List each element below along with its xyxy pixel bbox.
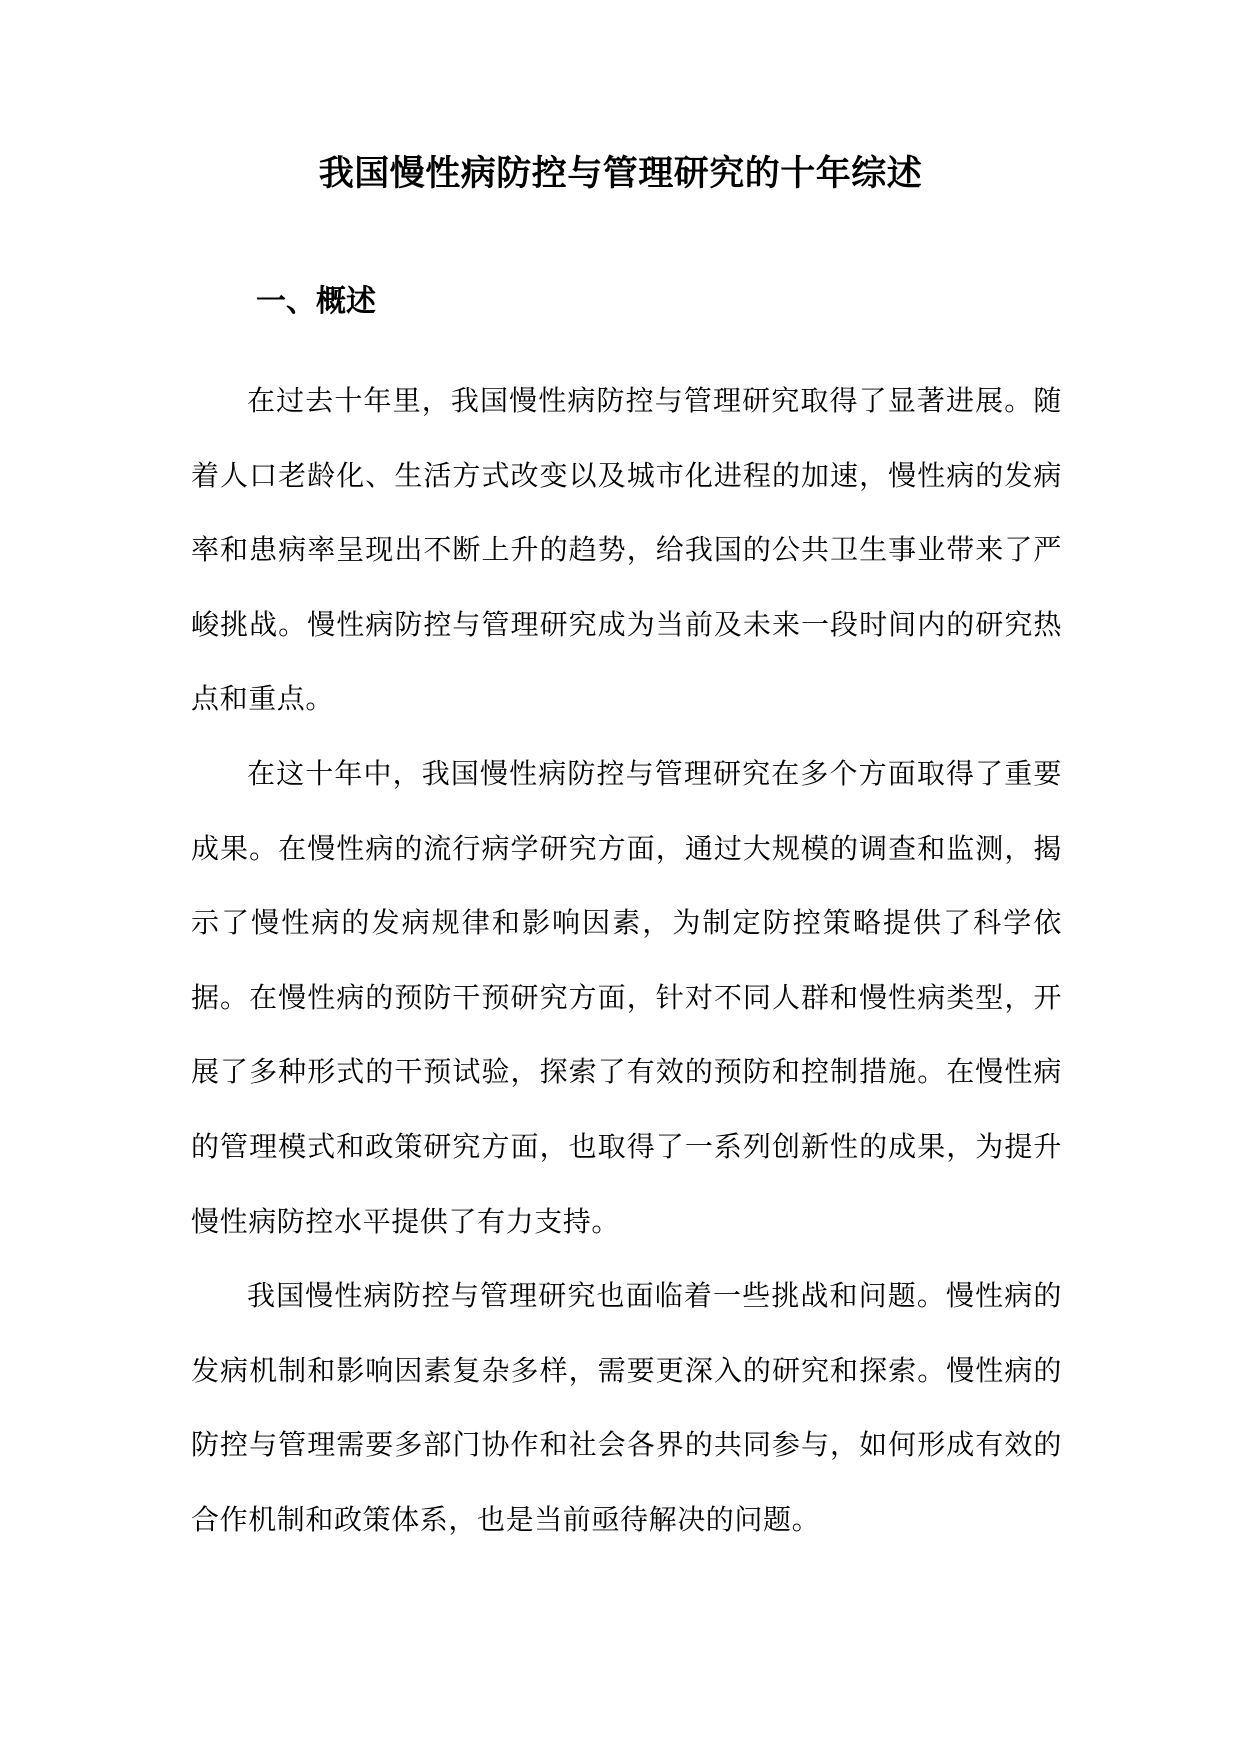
paragraph: 在过去十年里，我国慢性病防控与管理研究取得了显著进展。随着人口老龄化、生活方式改变以及城市化进程的加速，慢性病的发病率和患病率呈现出不断上升的趋势，给我国的公共卫生事业带来了严峻挑战。慢性病防控与管理研究成为当前及未来一段时间内的研究热点和重点。 xyxy=(191,384,1062,716)
body-text xyxy=(191,364,1062,1558)
section-heading: 一、概述 xyxy=(256,284,376,319)
document-title: 我国慢性病防控与管理研究的十年综述 xyxy=(318,153,923,194)
paragraph: 我国慢性病防控与管理研究也面临着一些挑战和问题。慢性病的发病机制和影响因素复杂多样，需要更深入的研究和探索。慢性病的防控与管理需要多部门协作和社会各界的共同参与，如何形成有效的合作机制和政策体系，也是当前亟待解决的问题。 xyxy=(191,1279,1062,1536)
paragraph: 在这十年中，我国慢性病防控与管理研究在多个方面取得了重要成果。在慢性病的流行病学研究方面，通过大规模的调查和监测，揭示了慢性病的发病规律和影响因素，为制定防控策略提供了科学依据。在慢性病的预防干预研究方面，针对不同人群和慢性病类型，开展了多种形式的干预试验，探索了有效的预防和控制措施。在慢性病的管理模式和政策研究方面，也取得了一系列创新性的成果，为提升慢性病防控水平提供了有力支持。 xyxy=(191,756,1062,1238)
